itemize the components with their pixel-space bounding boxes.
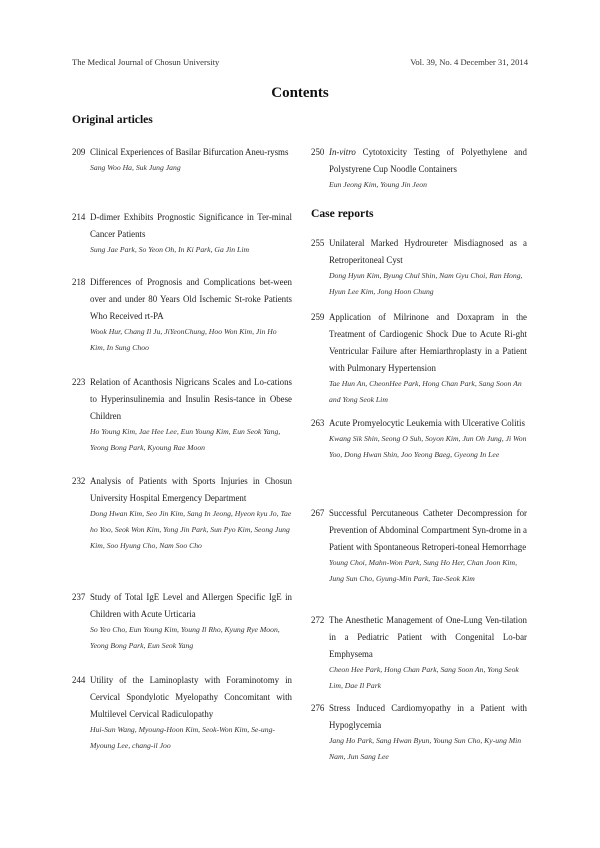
entry-title: 263 Acute Promyelocytic Leukemia with Ulcerative Colitis bbox=[311, 415, 527, 432]
entry-title: 214 D-dimer Exhibits Prognostic Significance in Ter-minal Cancer Patients bbox=[72, 209, 292, 243]
toc-entry[interactable] bbox=[72, 209, 292, 258]
entry-authors: Sang Woo Ha, Suk Jung Jang bbox=[90, 163, 181, 172]
toc-entry[interactable] bbox=[72, 374, 292, 456]
toc-entry[interactable] bbox=[72, 274, 292, 356]
entry-authors: Jang Ho Park, Sang Hwan Byun, Young Sun Cho, Ky-ung Min Nam, Jun Sang Lee bbox=[329, 736, 522, 761]
toc-entry[interactable] bbox=[311, 612, 527, 694]
entry-authors: Eun Jeong Kim, Young Jin Jeon bbox=[329, 180, 427, 189]
entry-title: 276 Stress Induced Cardiomyopathy in a Patient with Hypoglycemia bbox=[311, 700, 527, 734]
toc-entry[interactable] bbox=[311, 144, 527, 193]
page-number: 267 bbox=[311, 508, 325, 518]
entry-title: 232 Analysis of Patients with Sports Injuries in Chosun University Hospital Emergency Department bbox=[72, 473, 292, 507]
journal-name: The Medical Journal of Chosun University bbox=[72, 57, 220, 67]
issue-info: Vol. 39, No. 4 December 31, 2014 bbox=[410, 57, 528, 67]
toc-entry[interactable] bbox=[72, 589, 292, 654]
entry-authors: Dong Hyun Kim, Byung Chul Shin, Nam Gyu Choi, Ran Hong, Hyun Lee Kim, Jong Hoon Chung bbox=[329, 271, 523, 296]
page-number: 214 bbox=[72, 212, 86, 222]
toc-entry[interactable] bbox=[72, 144, 292, 176]
entry-title: 237 Study of Total IgE Level and Allergen Specific IgE in Children with Acute Urticaria bbox=[72, 589, 292, 623]
entry-title: 218 Differences of Prognosis and Complications bet-ween over and under 80 Years Old Ischemic St-roke Patients Who Received rt-PA bbox=[72, 274, 292, 325]
entry-authors: Dong Hwan Kim, Seo Jin Kim, Sang In Jeong, Hyeon kyu Jo, Tae ho Yoo, Seok Won Kim, Yong Jin Park, Sun Pyo Kim, Seong Jung Kim, Soo Hyung Cho, Nam Soo Cho bbox=[90, 509, 292, 550]
toc-entry[interactable] bbox=[311, 505, 527, 587]
entry-title: 244 Utility of the Laminoplasty with Foraminotomy in Cervical Spondylotic Myelopathy Concomitant with Multilevel Cervical Radiculopathy bbox=[72, 672, 292, 723]
entry-authors: Ho Young Kim, Jae Hee Lee, Eun Young Kim, Eun Seok Yang, Yeong Bong Park, Kyoung Rae Moon bbox=[90, 427, 281, 452]
section-heading-original-articles: Original articles bbox=[72, 113, 153, 126]
page-number: 272 bbox=[311, 615, 325, 625]
entry-authors: Kwang Sik Shin, Seong O Suh, Soyon Kim, Jun Oh Jung, Ji Won Yoo, Dong Hwan Shin, Joo Yeong Baeg, Gyeong In Lee bbox=[329, 434, 527, 459]
section-heading-case-reports: Case reports bbox=[311, 207, 374, 220]
entry-authors: So Yeo Cho, Eun Young Kim, Young Il Rho, Kyung Rye Moon, Yeong Bong Park, Eun Seok Yang bbox=[90, 625, 280, 650]
page-number: 218 bbox=[72, 277, 86, 287]
toc-entry[interactable] bbox=[311, 415, 527, 463]
page-number: 232 bbox=[72, 476, 86, 486]
entry-title: 209 Clinical Experiences of Basilar Bifurcation Aneu-rysms bbox=[72, 144, 292, 161]
entry-authors: Sung Jae Park, So Yeon Oh, In Ki Park, Ga Jin Lim bbox=[90, 245, 250, 254]
page-number: 250 bbox=[311, 147, 325, 157]
entry-authors: Wook Hur, Chang Il Ju, JiYeonChung, Hoo Won Kim, Jin Ho Kim, In Sung Choo bbox=[90, 327, 277, 352]
page-number: 255 bbox=[311, 238, 325, 248]
page-number: 209 bbox=[72, 147, 86, 157]
entry-title: 255 Unilateral Marked Hydroureter Misdiagnosed as a Retroperitoneal Cyst bbox=[311, 235, 527, 269]
entry-title: 272 The Anesthetic Management of One-Lung Ven-tilation in a Pediatric Patient with Congenital Lo-bar Emphysema bbox=[311, 612, 527, 663]
entry-authors: Hui-Sun Wang, Myoung-Hoon Kim, Seok-Won Kim, Se-ung-Myoung Lee, chang-il Joo bbox=[90, 725, 275, 750]
page-number: 244 bbox=[72, 675, 86, 685]
page-number: 259 bbox=[311, 312, 325, 322]
entry-authors: Cheon Hee Park, Hong Chan Park, Sang Soon An, Yong Seok Lim, Dae Il Park bbox=[329, 665, 519, 690]
toc-entry[interactable] bbox=[311, 309, 527, 408]
page-number: 223 bbox=[72, 377, 86, 387]
toc-entry[interactable] bbox=[72, 473, 292, 554]
entry-authors: Young Choi, Mahn-Won Park, Sung Ho Her, Chan Joon Kim, Jung Sun Cho, Gyung-Min Park, Tae-Seok Kim bbox=[329, 558, 517, 583]
page-title: Contents bbox=[271, 85, 329, 101]
entry-title: 223 Relation of Acanthosis Nigricans Scales and Lo-cations to Hyperinsulinemia and Insulin Resis-tance in Obese Children bbox=[72, 374, 292, 425]
toc-entry[interactable] bbox=[72, 672, 292, 754]
page-number: 263 bbox=[311, 418, 325, 428]
toc-entry[interactable] bbox=[311, 235, 527, 300]
entry-title: 250 In-vitro Cytotoxicity Testing of Polyethylene and Polystyrene Cup Noodle Containers bbox=[311, 144, 527, 178]
page-number: 276 bbox=[311, 703, 325, 713]
entry-title: 259 Application of Milrinone and Doxapram in the Treatment of Cardiogenic Shock Due to Acute Ri-ght Ventricular Failure after Hemiarthroplasty in a Patient with Pulmonary Hypertension bbox=[311, 309, 527, 377]
entry-authors: Tae Hun An, CheonHee Park, Hong Chan Park, Sang Soon An and Yong Seok Lim bbox=[329, 379, 522, 404]
entry-title: 267 Successful Percutaneous Catheter Decompression for Prevention of Abdominal Compartment Syn-drome in a Patient with Spontaneous Retroperi-toneal Hemorrhage bbox=[311, 505, 527, 556]
page-number: 237 bbox=[72, 592, 86, 602]
toc-entry[interactable] bbox=[311, 700, 527, 765]
